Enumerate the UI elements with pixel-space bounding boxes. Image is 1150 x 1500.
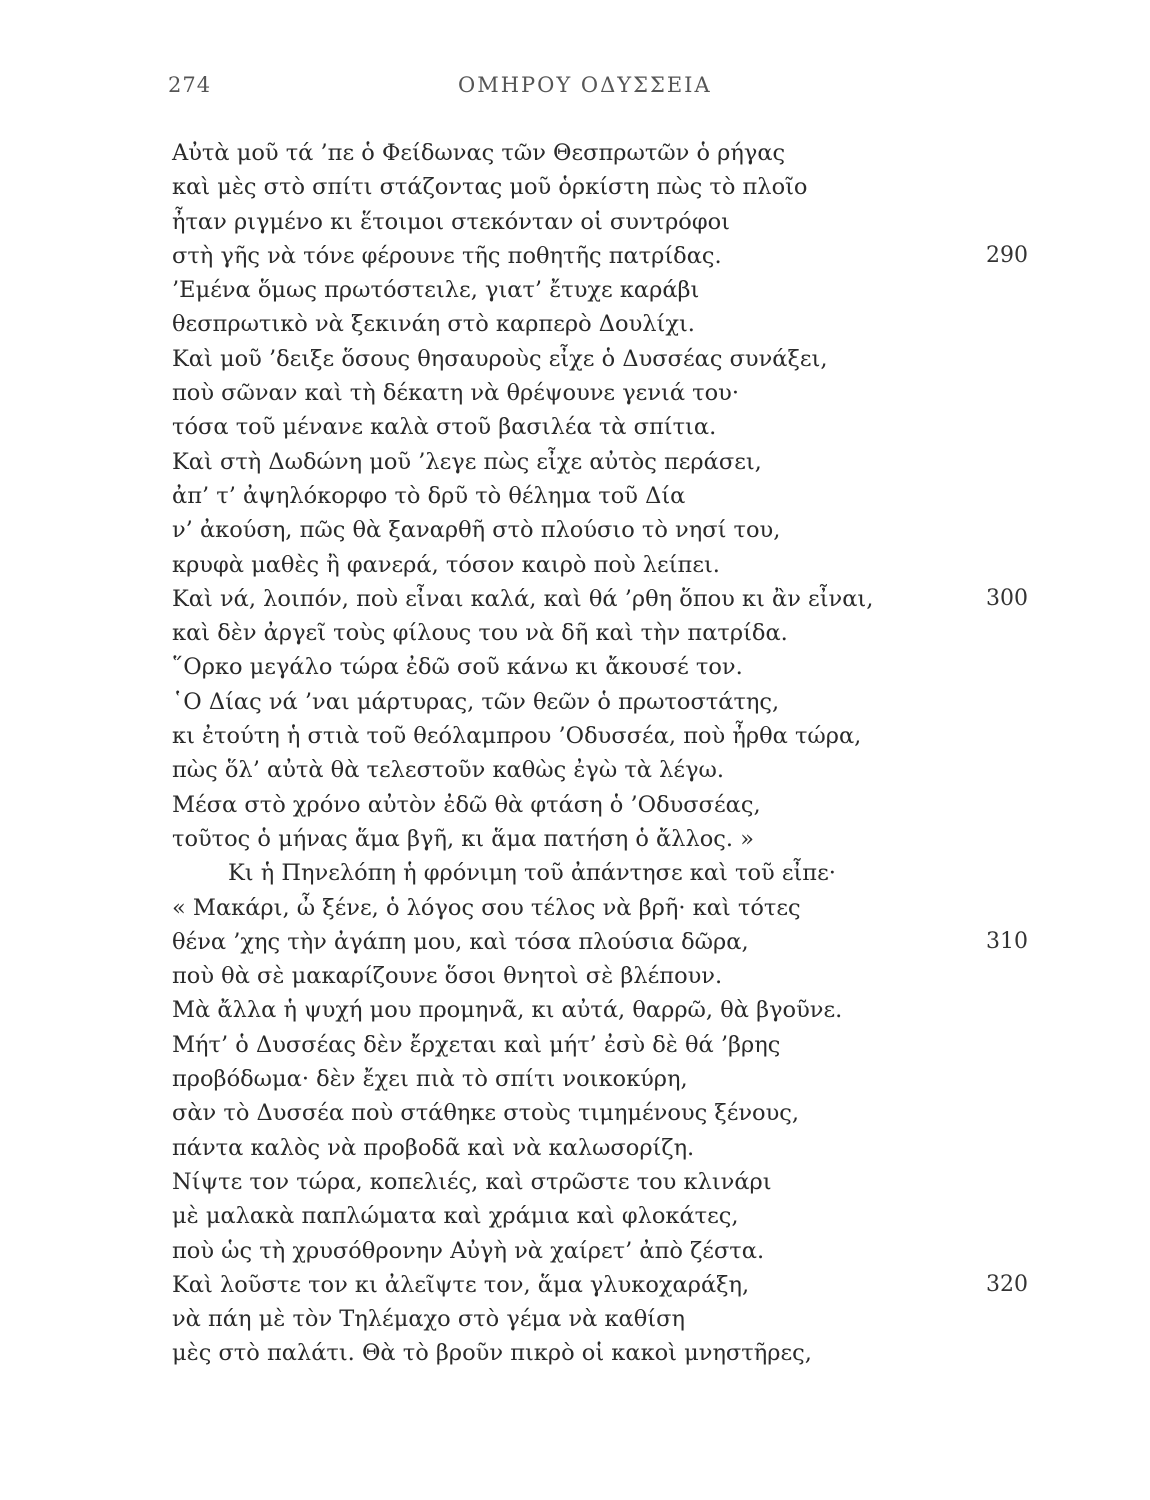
verse-line <box>172 1268 1032 1302</box>
verse-text: ποὺ ὡς τὴ χρυσόθρονην Αὐγὴ νὰ χαίρετ’ ἀπὸ ζέστα. <box>172 1237 765 1264</box>
verse-text: « Μακάρι, ὦ ξένε, ὁ λόγος σου τέλος νὰ βρῆ· καὶ τότες <box>172 894 801 921</box>
verse-text: πὼς ὅλ’ αὐτὰ θὰ τελεστοῦν καθὼς ἐγὼ τὰ λέγω. <box>172 757 725 784</box>
verse-text: Κι ἡ Πηνελόπη ἡ φρόνιμη τοῦ ἀπάντησε καὶ τοῦ εἶπε· <box>228 860 836 887</box>
verse-line <box>172 1028 1032 1062</box>
running-title: ΟΜΗΡΟΥ ΟΔΥΣΣΕΙΑ <box>458 73 712 97</box>
verse-line <box>172 136 1032 170</box>
verse-text: Καὶ στὴ Δωδώνη μοῦ ’λεγε πὼς εἶχε αὐτὸς περάσει, <box>172 448 762 475</box>
verse-line <box>172 1131 1032 1165</box>
verse-line <box>172 410 1032 444</box>
verse-line <box>172 1165 1032 1199</box>
line-number: 320 <box>986 1271 1028 1297</box>
verse-text: Καὶ νά, λοιπόν, ποὺ εἶναι καλά, καὶ θά ’ρθη ὅπου κι ἂν εἶναι, <box>172 585 874 612</box>
verse-text: Μήτ’ ὁ Δυσσέας δὲν ἔρχεται καὶ μήτ’ ἐσὺ δὲ θά ’βρης <box>172 1031 781 1058</box>
verse-text: τόσα τοῦ μένανε καλὰ στοῦ βασιλέα τὰ σπίτια. <box>172 414 717 441</box>
verse-line <box>172 239 1032 273</box>
verse-text: Καὶ μοῦ ’δειξε ὅσους θησαυροὺς εἶχε ὁ Δυσσέας συνάξει, <box>172 345 828 372</box>
verse-text: θένα ’χης τὴν ἀγάπη μου, καὶ τόσα πλούσια δῶρα, <box>172 928 749 955</box>
verse-text: κι ἐτούτη ἡ στιὰ τοῦ θεόλαμπρου ’Οδυσσέα, ποὺ ἦρθα τώρα, <box>172 723 862 750</box>
verse-text: θεσπρωτικὸ νὰ ξεκινάη στὸ καρπερὸ Δουλίχι. <box>172 311 695 338</box>
verse-line <box>172 548 1032 582</box>
verse-line <box>172 376 1032 410</box>
verse-line <box>172 582 1032 616</box>
verse-text: κρυφὰ μαθὲς ἢ φανερά, τόσον καιρὸ ποὺ λείπει. <box>172 551 720 578</box>
verse-text: Αὐτὰ μοῦ τά ’πε ὁ Φείδωνας τῶν Θεσπρωτῶν ὁ ρήγας <box>172 140 786 166</box>
verse-line <box>172 273 1032 307</box>
verse-line <box>172 993 1032 1027</box>
verse-text: Μέσα στὸ χρόνο αὐτὸν ἐδῶ θὰ φτάση ὁ ’Οδυσσέας, <box>172 791 761 818</box>
verse-line <box>172 685 1032 719</box>
verse-line <box>172 719 1032 753</box>
verse-text: πάντα καλὸς νὰ προβοδᾶ καὶ νὰ καλωσορίζη. <box>172 1134 695 1161</box>
verse-text: προβόδωμα· δὲν ἔχει πιὰ τὸ σπίτι νοικοκύρη, <box>172 1066 688 1093</box>
verse-text: ῾Ο Δίας νά ’ναι μάρτυρας, τῶν θεῶν ὁ πρωτοστάτης, <box>172 688 780 715</box>
verse-text: ’Εμένα ὅμως πρωτόστειλε, γιατ’ ἔτυχε καράβι <box>172 277 700 304</box>
verse-text: Καὶ λοῦστε τον κι ἀλεῖψτε τον, ἅμα γλυκοχαράξη, <box>172 1271 750 1298</box>
verse-text: καὶ δὲν ἀργεῖ τοὺς φίλους του νὰ δῆ καὶ τὴν πατρίδα. <box>172 620 788 647</box>
verse-line <box>172 1199 1032 1233</box>
verse-line <box>172 891 1032 925</box>
line-number: 310 <box>986 928 1028 954</box>
verse-line <box>172 753 1032 787</box>
verse-line <box>172 959 1032 993</box>
verse-line <box>172 307 1032 341</box>
verse-text: μὲ μαλακὰ παπλώματα καὶ χράμια καὶ φλοκάτες, <box>172 1203 739 1230</box>
line-number: 290 <box>986 242 1028 268</box>
page-number: 274 <box>168 73 212 97</box>
verse-line <box>172 513 1032 547</box>
verse-text: καὶ μὲς στὸ σπίτι στάζοντας μοῦ ὁρκίστη πὼς τὸ πλοῖο <box>172 174 808 201</box>
verse-line <box>172 1234 1032 1268</box>
verse-line <box>172 1096 1032 1130</box>
verse-text: ἀπ’ τ’ ἀψηλόκορφο τὸ δρῦ τὸ θέλημα τοῦ Δία <box>172 482 686 509</box>
verse-text: νὰ πάη μὲ τὸν Τηλέμαχο στὸ γέμα νὰ καθίση <box>172 1306 685 1333</box>
verse-line <box>172 616 1032 650</box>
verse-line <box>172 650 1032 684</box>
verse-text: Νίψτε τον τώρα, κοπελιές, καὶ στρῶστε του κλινάρι <box>172 1168 772 1195</box>
verse-block <box>172 136 1032 1371</box>
verse-line <box>172 1336 1032 1370</box>
verse-text: ἦταν ριγμένο κι ἕτοιμοι στεκόνταν οἱ συντρόφοι <box>172 208 730 235</box>
verse-text: τοῦτος ὁ μήνας ἅμα βγῆ, κι ἅμα πατήση ὁ ἄλλος. » <box>172 825 754 852</box>
verse-line <box>172 170 1032 204</box>
line-number: 300 <box>986 585 1028 611</box>
verse-text: ῞Ορκο μεγάλο τώρα ἐδῶ σοῦ κάνω κι ἄκουσέ τον. <box>172 654 743 681</box>
verse-text: Μὰ ἄλλα ἡ ψυχή μου προμηνᾶ, κι αὐτά, θαρρῶ, θὰ βγοῦνε. <box>172 997 843 1024</box>
verse-text: ποὺ θὰ σὲ μακαρίζουνε ὅσοι θνητοὶ σὲ βλέπουν. <box>172 963 723 990</box>
verse-line <box>172 822 1032 856</box>
verse-text: σὰν τὸ Δυσσέα ποὺ στάθηκε στοὺς τιμημένους ξένους, <box>172 1100 800 1127</box>
verse-line <box>172 445 1032 479</box>
verse-line <box>172 205 1032 239</box>
verse-line <box>172 1302 1032 1336</box>
verse-line <box>172 856 1032 890</box>
verse-line <box>172 1062 1032 1096</box>
verse-text: ποὺ σῶναν καὶ τὴ δέκατη νὰ θρέψουνε γενιά του· <box>172 380 740 407</box>
verse-line <box>172 788 1032 822</box>
verse-text: ν’ ἀκούση, πῶς θὰ ξαναρθῆ στὸ πλούσιο τὸ νησί του, <box>172 517 781 544</box>
verse-text: μὲς στὸ παλάτι. Θὰ τὸ βροῦν πικρὸ οἱ κακοὶ μνηστῆρες, <box>172 1340 812 1367</box>
verse-line <box>172 479 1032 513</box>
verse-line <box>172 925 1032 959</box>
verse-line <box>172 342 1032 376</box>
verse-text: στὴ γῆς νὰ τόνε φέρουνε τῆς ποθητῆς πατρίδας. <box>172 242 722 269</box>
